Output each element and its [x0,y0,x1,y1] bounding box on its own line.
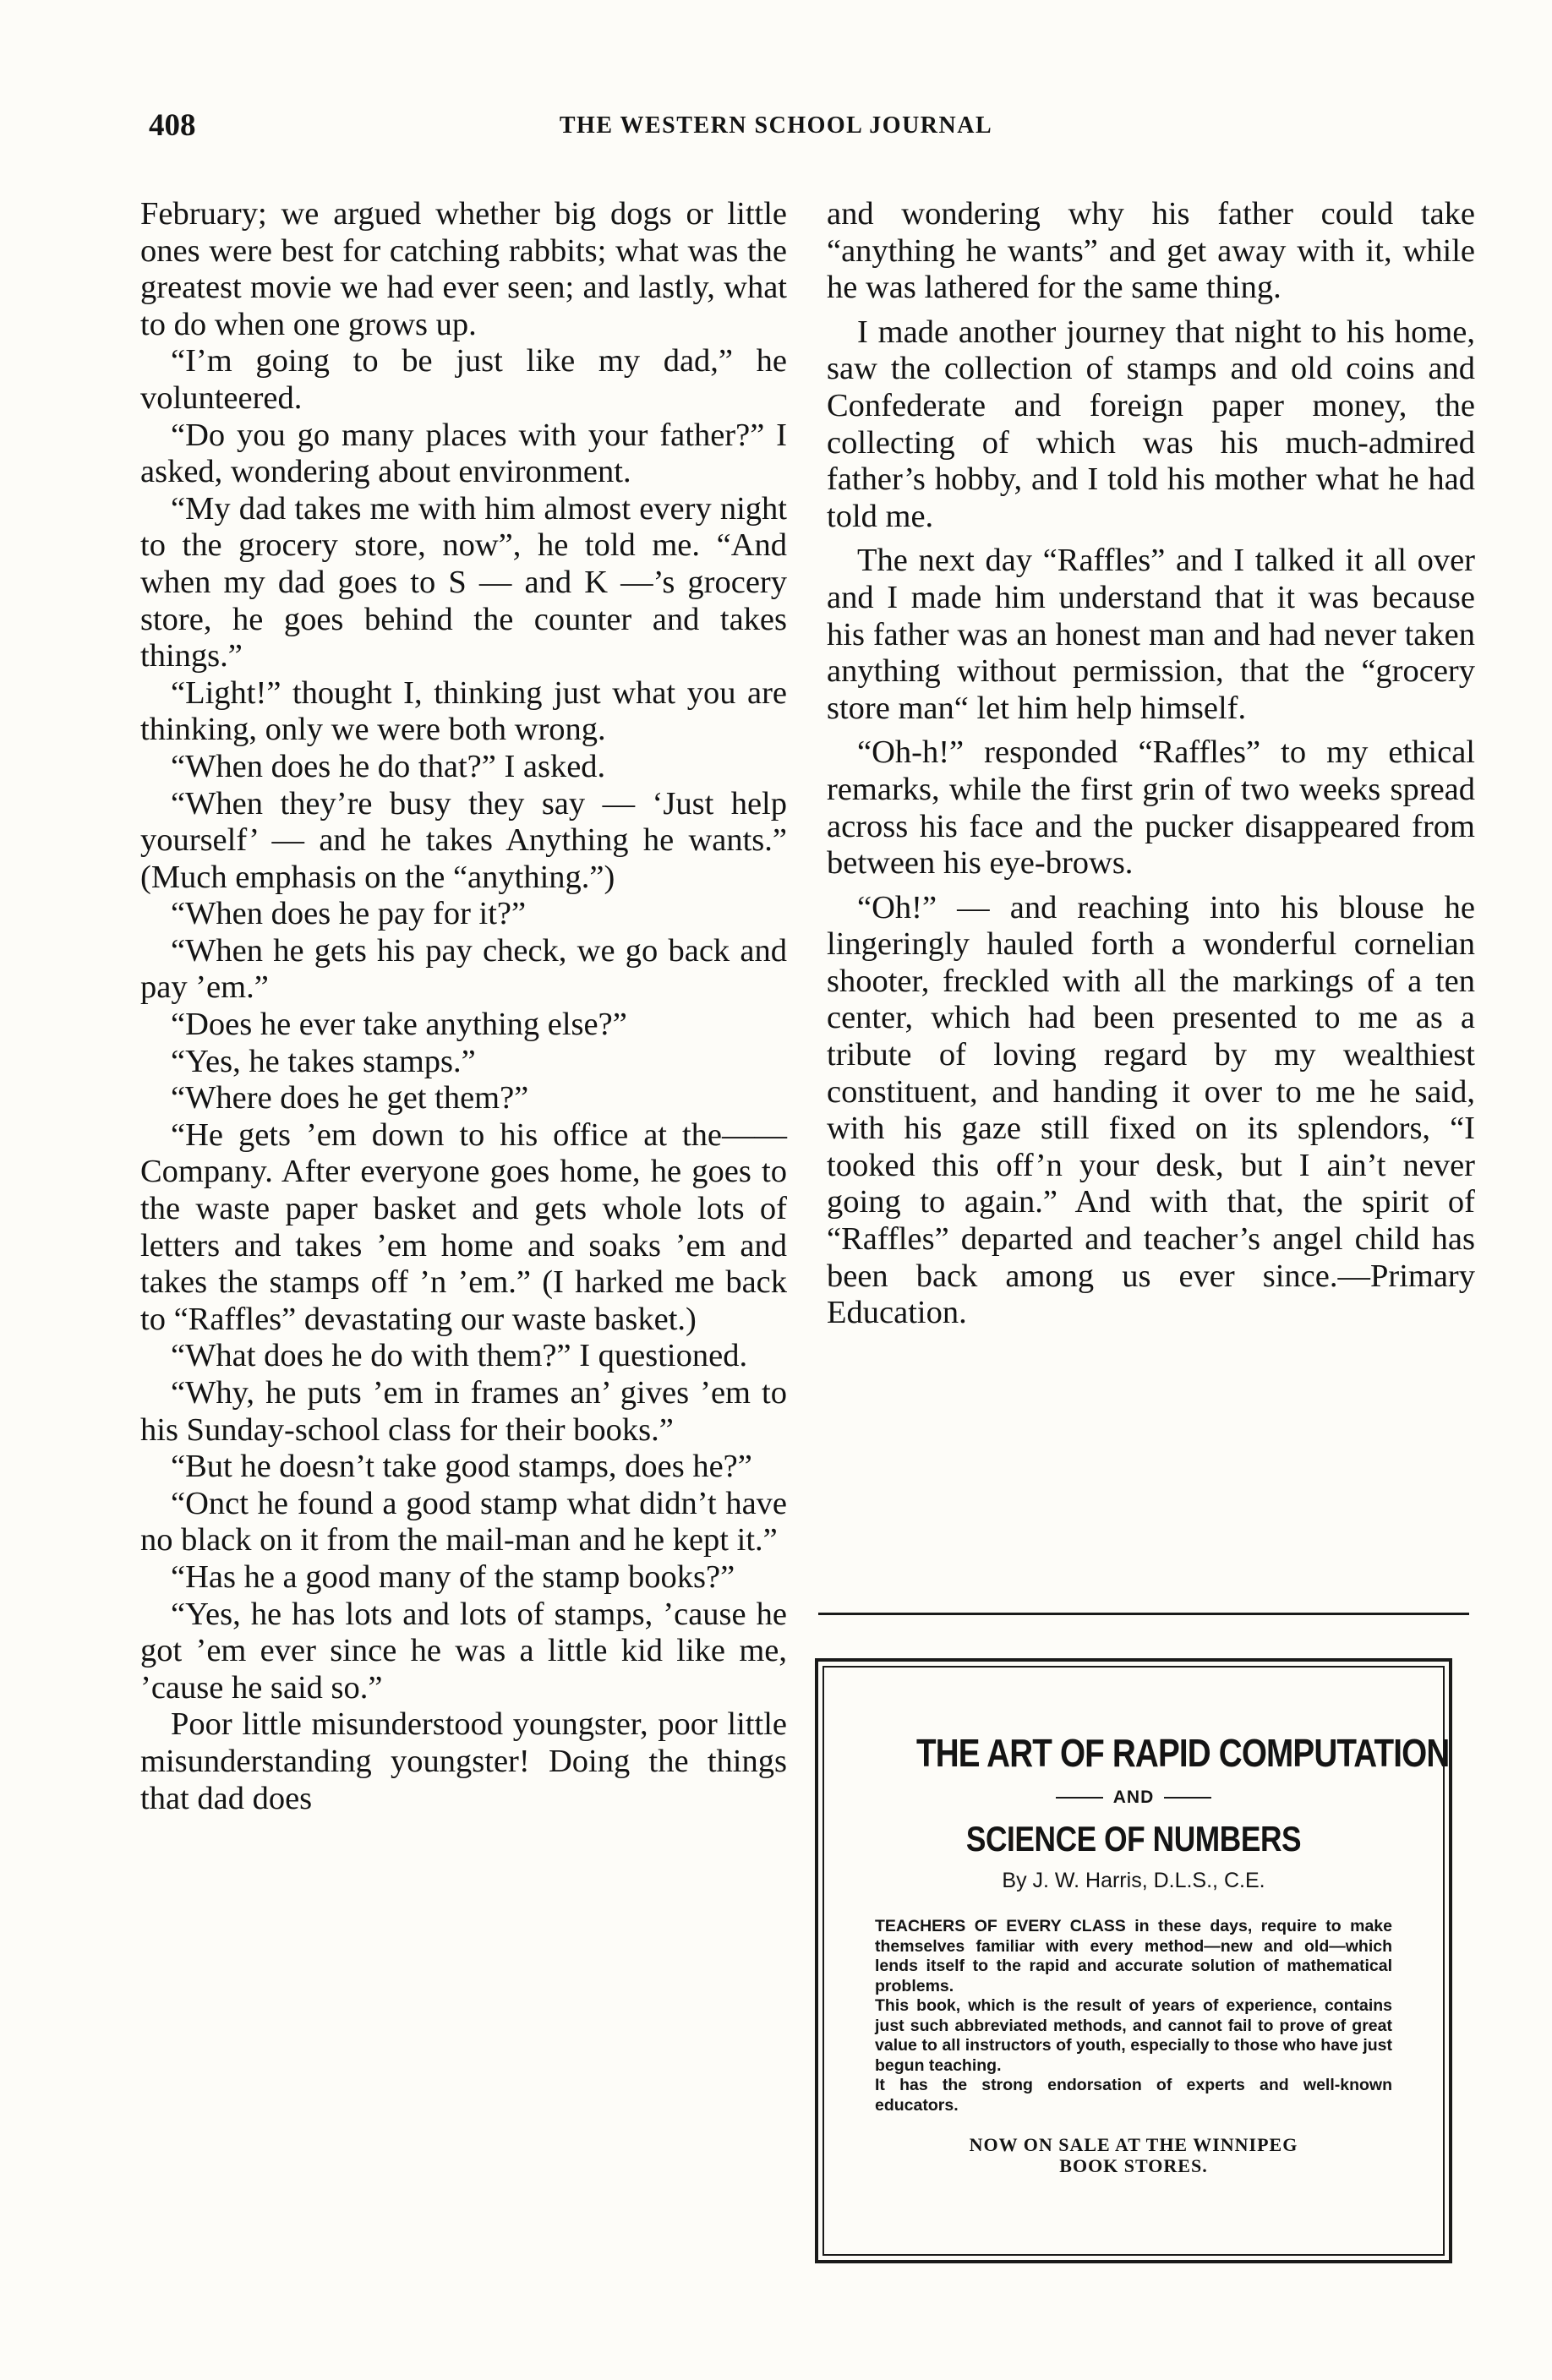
paragraph: “Why, he puts ’em in frames an’ gives ’em to his Sunday-school class for their books.” [140,1375,787,1448]
paragraph: “Yes, he has lots and lots of stamps, ’cause he got ’em ever since he was a little kid like me, ’cause he said so.” [140,1596,787,1706]
paragraph: “My dad takes me with him almost every night to the grocery store, now”, he told me. “And when my dad goes to S — and K —’s grocery store, he goes behind the counter and takes things.” [140,490,787,674]
paragraph: “Light!” thought I, thinking just what you are thinking, only we were both wrong. [140,674,787,748]
paragraph: “Onct he found a good stamp what didn’t have no black on it from the mail-man and he kept it.” [140,1485,787,1558]
paragraph: “Where does he get them?” [171,1080,529,1116]
paragraph: “Yes, he takes stamps.” [171,1043,476,1079]
running-head: THE WESTERN SCHOOL JOURNAL [559,112,993,139]
paragraph: I made another journey that night to his home, saw the collection of stamps and old coins and Confederate and foreign paper money, the collecting of which was his much-admired father’s hobby, and I told his mother what he had told me. [827,314,1475,534]
paragraph: February; we argued whether big dogs or little ones were best for catching rabbits; what was the greatest movie we had ever seen; and lastly, what to do when one grows up. [140,196,787,342]
left-column [140,196,787,1817]
ad-footer-line: NOW ON SALE AT THE WINNIPEG [969,2134,1298,2156]
paragraph: “When he gets his pay check, we go back and pay ’em.” [140,932,787,1006]
paragraph: “Oh-h!” responded “Raffles” to my ethical remarks, while the first grin of two weeks spread across his face and the pucker disappeared from between his eye-brows. [827,734,1475,882]
paragraph: “When does he do that?” I asked. [171,748,606,784]
paragraph: Poor little misunderstood youngster, poor little misunderstanding youngster! Doing the things that dad does [140,1706,787,1816]
ad-and-label: AND [1112,1788,1155,1807]
ad-body-paragraph: It has the strong endorsation of experts and well-known educators. [875,2076,1392,2115]
ad-body-paragraph: This book, which is the result of years of experience, contains just such abbreviated methods, and cannot fail to prove of great value to all instructors of youth, especially to those who have just begun teaching. [875,1996,1392,2075]
paragraph: “Has he a good many of the stamp books?” [171,1558,735,1595]
column-divider-rule [818,1613,1469,1615]
right-column [827,196,1475,1332]
paragraph: “But he doesn’t take good stamps, does he?” [171,1449,752,1485]
ad-body [875,1917,1392,2115]
paragraph: “When they’re busy they say — ‘Just help yourself’ — and he takes Anything he wants.” (Much emphasis on the “anything.”) [140,785,787,895]
paragraph: “Oh!” — and reaching into his blouse he lingeringly hauled forth a wonderful cornelian shooter, freckled with all the markings of a ten center, which had been presented to me as a tribute of loving regard by my wealthiest constituent, and handing it over to me he said, with his gaze still fixed on its splendors, “I tooked this off’n your desk, but I ain’t never going to again.” And with that, the spirit of “Raffles” departed and teacher’s angel child has been back among us ever since.—Primary Education. [827,889,1475,1331]
paragraph: “Do you go many places with your father?” I asked, wondering about environment. [140,417,787,490]
paragraph: and wondering why his father could take “anything he wants” and get away with it, while he was lathered for the same thing. [827,196,1475,306]
advertisement-box [815,1658,1452,2263]
ad-footer [875,2134,1392,2176]
ad-author: By J. W. Harris, D.L.S., C.E. [1002,1869,1265,1893]
ad-subtitle: SCIENCE OF NUMBERS [965,1819,1302,1859]
page-number: 408 [149,108,196,143]
paragraph: “I’m going to be just like my dad,” he volunteered. [140,343,787,416]
ad-body-paragraph: TEACHERS OF EVERY CLASS in these days, require to make themselves familiar with every method—new and old—which lends itself to the rapid and accurate solution of mathematical problems. [875,1917,1392,1995]
ad-title: THE ART OF RAPID COMPUTATION [915,1731,1450,1775]
dash-right [1164,1797,1211,1799]
paragraph: “What does he do with them?” I questioned. [171,1338,748,1374]
paragraph: “He gets ’em down to his office at the——Company. After everyone goes home, he goes to the waste paper basket and gets whole lots of letters and takes ’em home and soaks ’em and takes the stamps off ’n ’em.” (I harked me back to “Raffles” devastating our waste basket.) [140,1116,787,1337]
dash-left [1056,1797,1103,1799]
paragraph: “When does he pay for it?” [171,896,527,932]
ad-footer-line: BOOK STORES. [1059,2155,1208,2177]
advertisement-inner-border [822,1666,1450,2256]
paragraph: The next day “Raffles” and I talked it all over and I made him understand that it was because his father was an honest man and had never taken anything without permission, that the “grocery store man“ let him help himself. [827,543,1475,726]
paragraph: “Does he ever take anything else?” [171,1007,627,1043]
ad-and-row [875,1788,1392,1808]
